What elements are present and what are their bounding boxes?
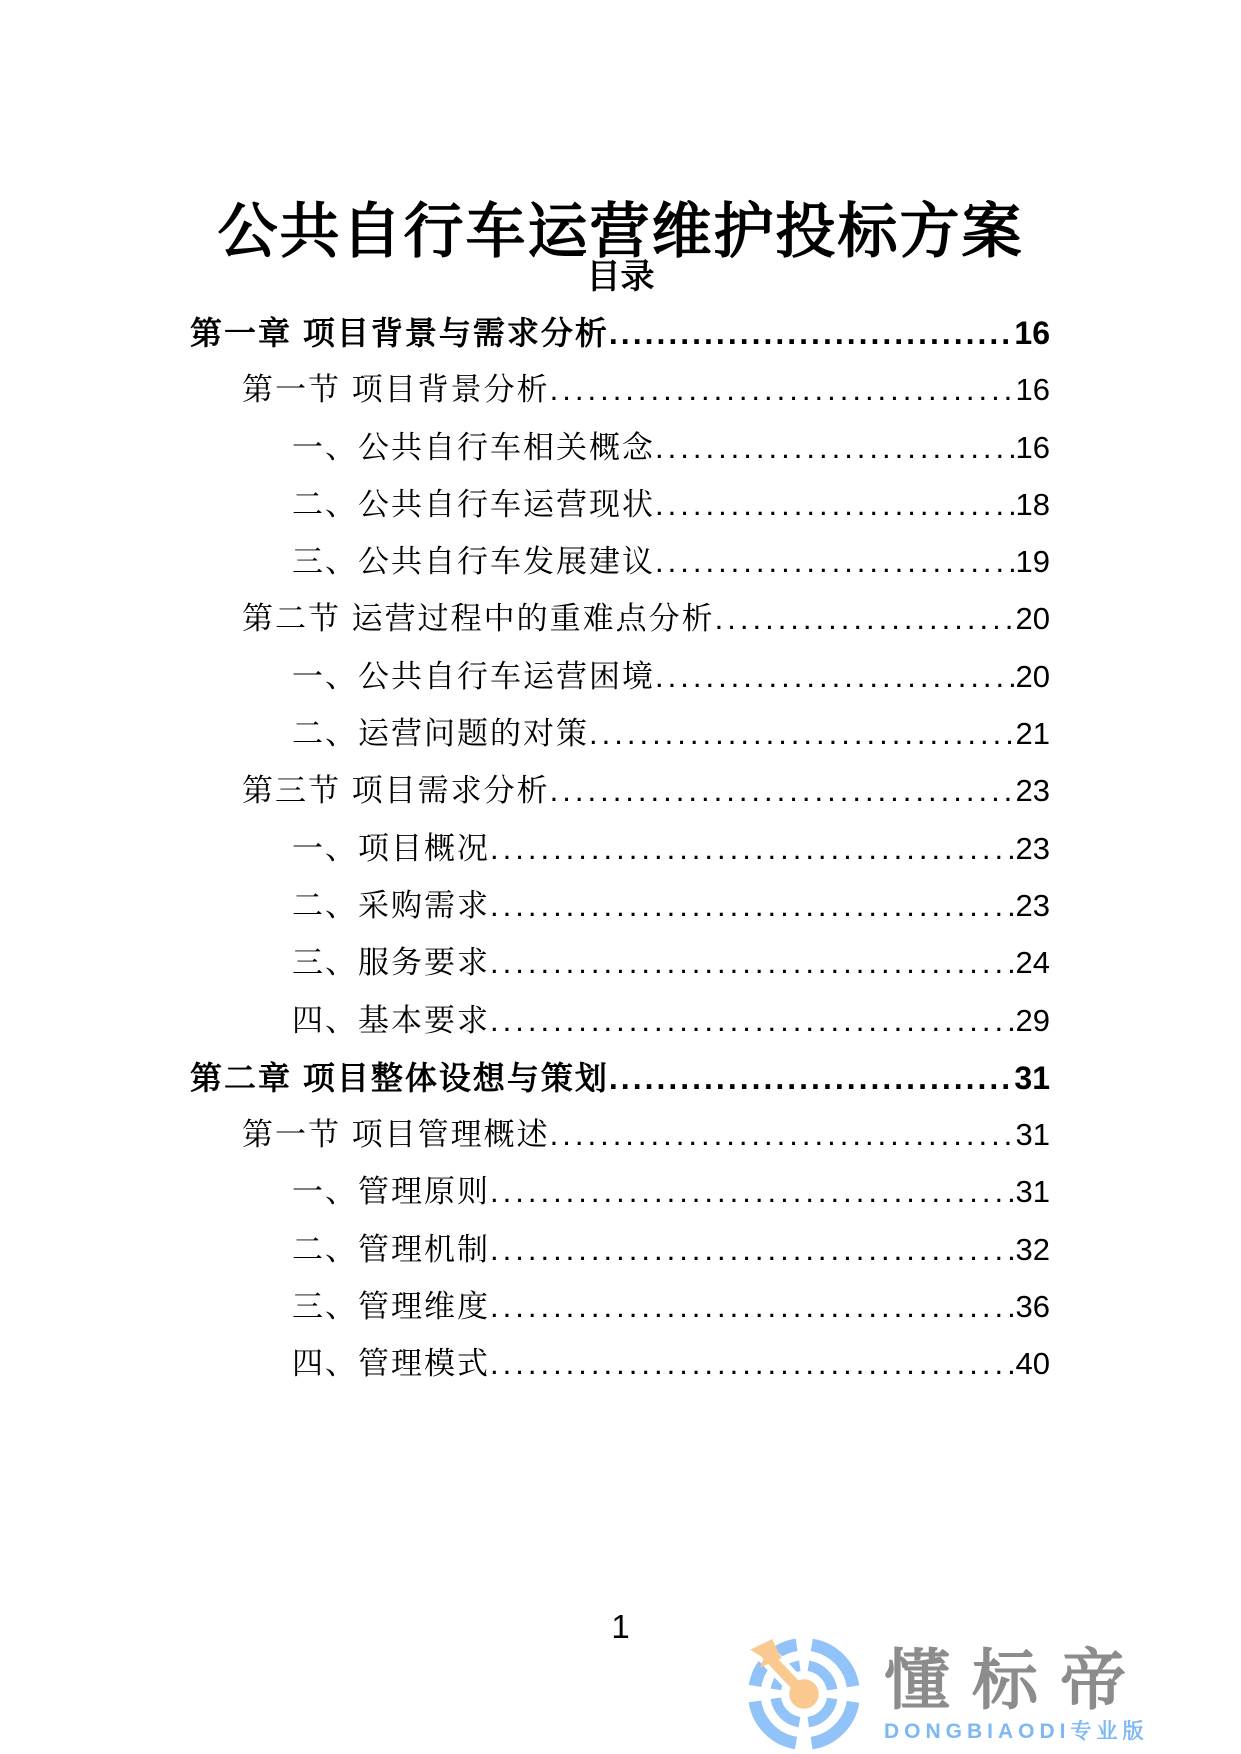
toc-page-number: 23 — [1015, 887, 1050, 923]
toc-entry-label: 一、管理原则 — [292, 1174, 490, 1210]
toc-entry-label: 三、管理维度 — [292, 1289, 490, 1325]
toc-entry[interactable] — [242, 358, 1050, 415]
toc-page-number: 32 — [1015, 1231, 1050, 1267]
toc-entry-label: 三、公共自行车发展建议 — [292, 544, 655, 580]
toc-entry-label: 一、公共自行车运营困境 — [292, 658, 655, 694]
toc-entry[interactable] — [292, 1332, 1050, 1389]
toc-entry[interactable] — [242, 587, 1050, 644]
toc-entry-label: 第一章 项目背景与需求分析 — [190, 315, 609, 351]
toc-entry[interactable] — [292, 530, 1050, 587]
toc-leader-dots — [490, 887, 1016, 925]
toc-entry-label: 第一节 项目管理概述 — [242, 1117, 550, 1153]
toc-leader-dots — [655, 429, 1016, 467]
toc-page-number: 16 — [1015, 372, 1050, 408]
toc-entry-label: 三、服务要求 — [292, 945, 490, 981]
toc-leader-dots — [490, 1231, 1016, 1269]
toc-page-number: 19 — [1015, 544, 1050, 580]
toc-entry-label: 二、采购需求 — [292, 887, 490, 923]
toc-entry-label: 四、管理模式 — [292, 1346, 490, 1382]
toc-leader-dots — [589, 715, 1016, 753]
toc-entry-label: 二、运营问题的对策 — [292, 716, 589, 752]
toc-entry-label: 二、管理机制 — [292, 1231, 490, 1267]
brand-text-block — [884, 1644, 1149, 1744]
toc-page-number: 16 — [1014, 315, 1050, 351]
toc-page-number: 20 — [1015, 601, 1050, 637]
toc-leader-dots — [655, 543, 1016, 581]
toc-entry[interactable] — [190, 1046, 1050, 1103]
toc-entry[interactable] — [242, 1103, 1050, 1160]
footer-page-number: 1 — [611, 1608, 630, 1645]
toc-page-number: 29 — [1015, 1002, 1050, 1038]
toc-entry[interactable] — [292, 874, 1050, 931]
toc-entry[interactable] — [292, 1218, 1050, 1275]
toc-leader-dots — [550, 371, 1016, 409]
toc-leader-dots — [550, 1116, 1016, 1154]
target-dart-icon — [748, 1638, 860, 1750]
toc-leader-dots — [655, 486, 1016, 524]
toc-leader-dots — [490, 944, 1016, 982]
toc-entry-label: 第二章 项目整体设想与策划 — [190, 1059, 609, 1096]
toc-entry[interactable] — [292, 931, 1050, 988]
toc-entry-label: 四、基本要求 — [292, 1002, 490, 1038]
toc-entry[interactable] — [292, 1160, 1050, 1217]
toc-entry[interactable] — [292, 645, 1050, 702]
toc-leader-dots — [550, 772, 1016, 810]
toc-entry-label: 第二节 运营过程中的重难点分析 — [242, 601, 715, 637]
toc-leader-dots — [609, 314, 1015, 352]
toc-page-number: 23 — [1015, 830, 1050, 866]
toc-page-number: 20 — [1015, 658, 1050, 694]
toc-page-number: 31 — [1015, 1174, 1050, 1210]
toc-leader-dots — [490, 1345, 1016, 1383]
toc-page-number: 24 — [1015, 945, 1050, 981]
toc-page-number: 18 — [1015, 486, 1050, 522]
brand-watermark — [748, 1638, 1149, 1750]
toc-page-number: 31 — [1014, 1059, 1050, 1096]
toc-leader-dots — [490, 1173, 1016, 1211]
brand-caption: DONGBIAODI专业版 — [884, 1720, 1149, 1743]
toc-entry[interactable] — [292, 817, 1050, 874]
toc-entry[interactable] — [292, 702, 1050, 759]
document-title: 公共自行车运营维护投标方案 — [217, 198, 1024, 266]
toc-entry[interactable] — [292, 416, 1050, 473]
toc-page-number: 23 — [1015, 773, 1050, 809]
toc-leader-dots — [715, 600, 1016, 638]
toc-heading: 目录 — [586, 258, 655, 296]
toc-entry[interactable] — [292, 473, 1050, 530]
toc-entry[interactable] — [292, 989, 1050, 1046]
toc-page-number: 31 — [1015, 1117, 1050, 1153]
brand-name: 懂标帝 — [884, 1643, 1148, 1717]
toc-list — [190, 301, 1050, 1390]
toc-page-number: 21 — [1015, 716, 1050, 752]
toc-entry[interactable] — [292, 1275, 1050, 1332]
toc-entry[interactable] — [190, 301, 1050, 358]
toc-leader-dots — [490, 830, 1016, 868]
toc-entry-label: 二、公共自行车运营现状 — [292, 486, 655, 522]
toc-entry[interactable] — [242, 759, 1050, 816]
toc-entry-label: 一、项目概况 — [292, 830, 490, 866]
toc-leader-dots — [490, 1288, 1016, 1326]
toc-leader-dots — [490, 1002, 1016, 1040]
toc-entry-label: 第一节 项目背景分析 — [242, 372, 550, 408]
toc-page-number: 16 — [1015, 429, 1050, 465]
toc-leader-dots — [609, 1059, 1015, 1097]
toc-page-number: 40 — [1015, 1346, 1050, 1382]
toc-entry-label: 一、公共自行车相关概念 — [292, 429, 655, 465]
toc-leader-dots — [655, 658, 1016, 696]
toc-entry-label: 第三节 项目需求分析 — [242, 773, 550, 809]
toc-page-number: 36 — [1015, 1289, 1050, 1325]
